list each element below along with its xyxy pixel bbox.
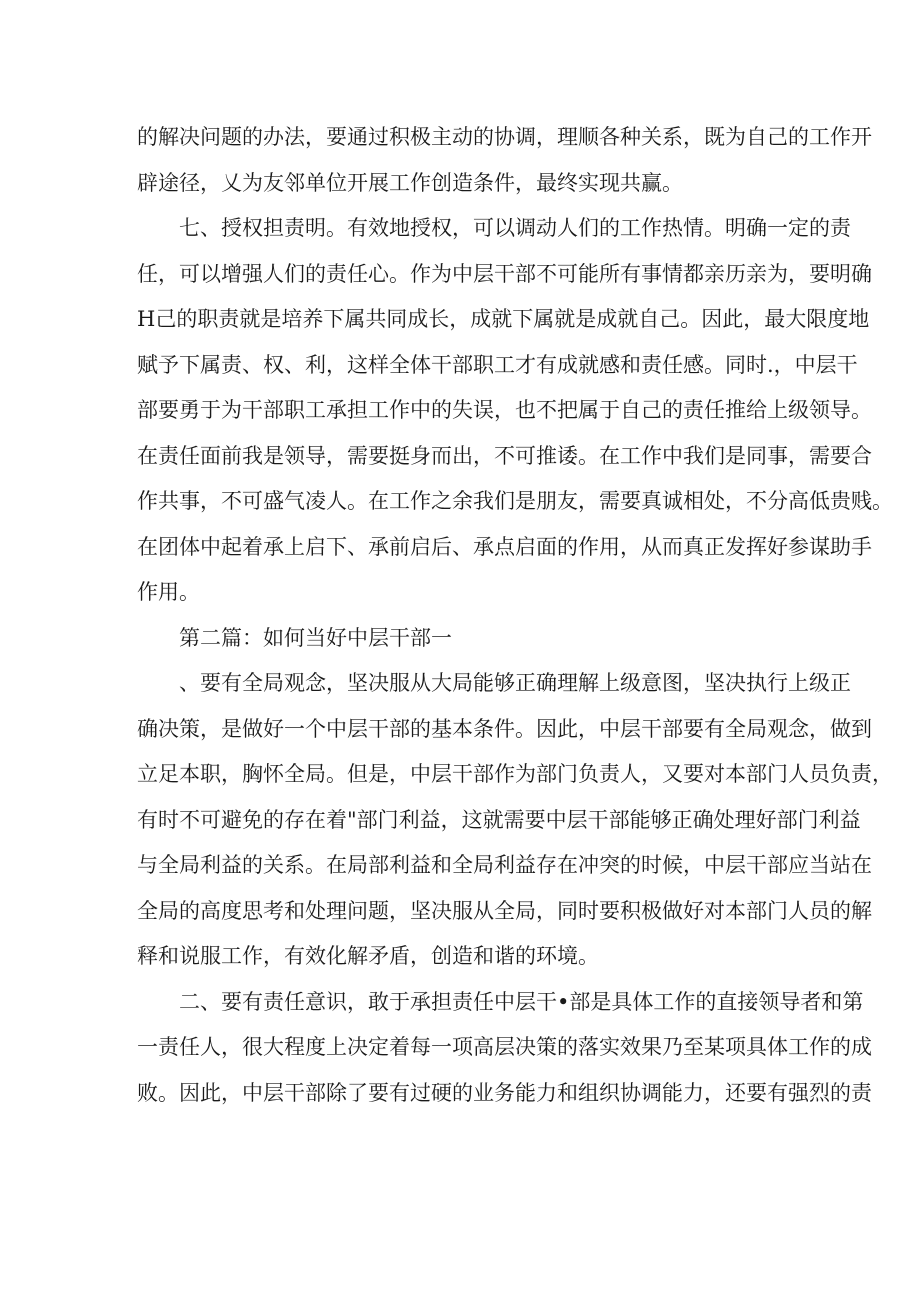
- text-line: 在责任面前我是领导，需要挺身而出，不可推诿。在工作中我们是同事，需要合: [137, 443, 872, 468]
- text-line: 作用。: [137, 580, 200, 604]
- text-line: 赋予下属责、权、利，这样全体干部职工才有成就感和责任感。同时.，中层干: [137, 352, 858, 377]
- text-line: 任，可以增强人们的责任心。作为中层干部不可能所有事情都亲历亲为，要明确: [137, 261, 872, 286]
- text-line: 与全局利益的关系。在局部利益和全局利益存在冲突的时候，中层干部应当站在: [137, 853, 872, 877]
- text-line: 二、要有责任意识，敢于承担责任中层干•部是具体工作的直接领导者和第: [179, 989, 864, 1014]
- text-line: 有时不可避免的存在着"部门利益，这就需要中层干部能够正确处理好部门利益: [137, 807, 861, 832]
- text-line: 全局的高度思考和处理问题，坚决服从全局，同时要积极做好对本部门人员的解: [137, 898, 872, 923]
- section-heading: 第二篇：如何当好中层干部一: [179, 625, 452, 650]
- text-line: 在团体中起着承上启下、承前启后、承点启面的作用，从而真正发挥好参谋助手: [137, 534, 872, 559]
- text-line: 释和说服工作，有效化解矛盾，创造和谐的环境。: [137, 944, 599, 968]
- document-body: [137, 115, 893, 1116]
- text-line: 确决策，是做好一个中层干部的基本条件。因此，中层干部要有全局观念，做到: [137, 716, 872, 741]
- text-line: 部要勇于为干部职工承担工作中的失误，也不把属于自己的责任推给上级领导。: [137, 398, 872, 422]
- text-line: 立足本职，胸怀全局。但是，中层干部作为部门负责人，又要对本部门人员负责，: [137, 762, 893, 786]
- text-line: 辟途径，乂为友邻单位开展工作创造条件，最终实现共赢。: [137, 170, 683, 195]
- text-line: 败。因此，中层干部除了要有过硬的业务能力和组织协调能力，还要有强烈的责: [137, 1080, 872, 1105]
- text-line: 、要有全局观念，坚决服从大局能够正确理解上级意图，坚决执行上级正: [179, 671, 851, 695]
- text-line: 一责任人，很大程度上决定着每一项高层决策的落实效果乃至某项具体工作的成: [137, 1035, 872, 1059]
- text-line: H己的职责就是培养下属共同成长，成就下属就是成就自己。因此，最大限度地: [137, 307, 870, 331]
- text-line: 七、授权担责明。有效地授权，可以调动人们的工作热情。明确一定的责: [179, 216, 851, 240]
- text-line: 的解决问题的办法，要通过积极主动的协调，理顺各种关系，既为自己的工作开: [137, 125, 872, 149]
- text-line: 作共事，不可盛气凌人。在工作之余我们是朋友，需要真诚相处，不分高低贵贱。: [137, 489, 893, 513]
